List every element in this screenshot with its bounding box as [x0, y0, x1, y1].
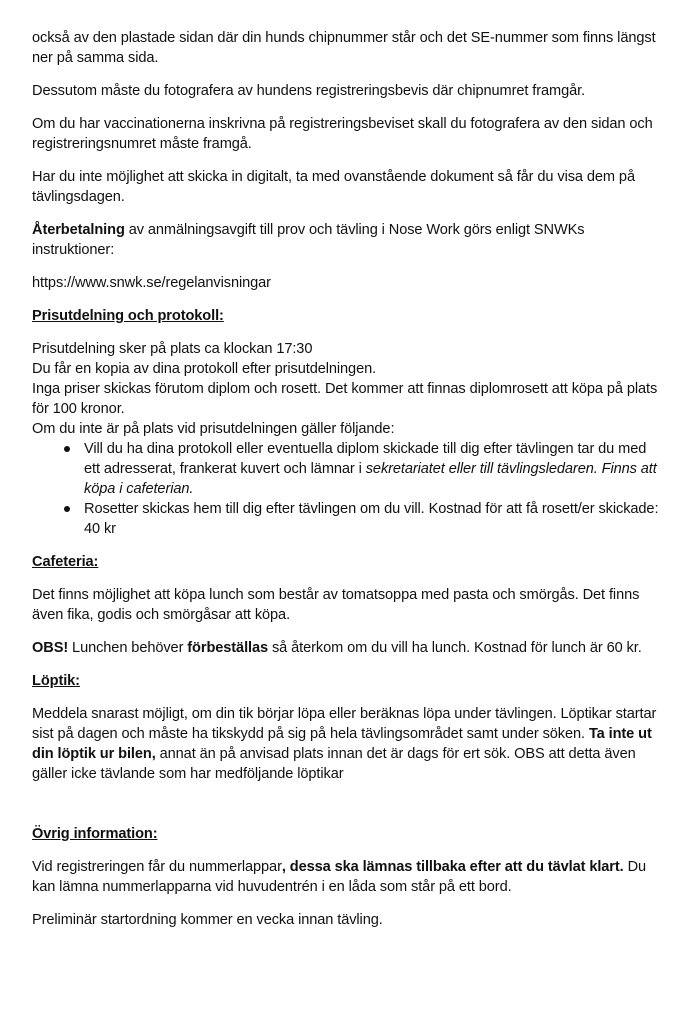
- other-text-2: Du kan lämna nummerlapparna vid huvudentrén i en låda som står på ett bord.: [32, 859, 647, 895]
- refund-bold-label: Återbetalning: [32, 222, 125, 238]
- refund-paragraph: [32, 220, 662, 260]
- intro-paragraph-3: Om du har vaccinationerna inskrivna på registreringsbeviset skall du fotografera av den sidan och registreringsnumret måste framgå.: [32, 116, 653, 152]
- intro-paragraph-2: Dessutom måste du fotografera av hundens registreringsbevis där chipnumret framgår.: [32, 83, 586, 99]
- prize-line-3: Inga priser skickas förutom diplom och rosett. Det kommer att finnas diplomrosett att köpa på plats för 100 kronor.: [32, 381, 658, 417]
- cafe-obs-bold-2: förbeställas: [187, 640, 269, 656]
- prize-line-4: Om du inte är på plats vid prisutdelningen gäller följande:: [32, 421, 395, 437]
- heat-paragraph: [32, 704, 662, 784]
- cafe-obs-text-1: Lunchen behöver: [68, 640, 188, 656]
- heat-heading: Löptik:: [32, 673, 80, 689]
- prize-bullet-1-text: Vill du ha dina protokoll eller eventuella diplom skickade till dig efter tävlingen tar du med ett adresserat, frankerat kuvert och lämnar i: [84, 441, 647, 477]
- heat-bold: Ta inte ut din löptik ur bilen,: [32, 726, 652, 762]
- prize-line-1: Prisutdelning sker på plats ca klockan 17:30: [32, 341, 313, 357]
- other-bold: , dessa ska lämnas tillbaka efter att du tävlat klart.: [281, 859, 624, 875]
- cafe-obs-paragraph: [32, 638, 662, 658]
- other-text-1: Vid registreringen får du nummerlappar: [32, 859, 282, 875]
- refund-text: av anmälningsavgift till prov och tävling i Nose Work görs enligt SNWKs instruktioner:: [32, 222, 585, 258]
- other-paragraph-1: [32, 857, 662, 897]
- prize-lines: [32, 339, 662, 439]
- prize-heading: Prisutdelning och protokoll:: [32, 308, 224, 324]
- prize-line-2: Du får en kopia av dina protokoll efter prisutdelningen.: [32, 361, 377, 377]
- intro-paragraph-1: också av den plastade sidan där din hunds chipnummer står och det SE-nummer som finns längst ner på samma sida.: [32, 30, 656, 66]
- cafe-heading: Cafeteria:: [32, 554, 99, 570]
- section-spacer: [32, 797, 662, 824]
- refund-url: [32, 273, 662, 293]
- heat-text-2: annat än på anvisad plats innan det är dags för ert sök. OBS att detta även gäller icke tävlande som har medföljande löptikar: [32, 746, 636, 782]
- prize-bullet-1-italic: sekretariatet eller till tävlingsledaren. Finns att köpa i cafeterian.: [84, 461, 657, 497]
- prize-bullet-list: [32, 439, 662, 539]
- heat-text-1: Meddela snarast möjligt, om din tik börjar löpa eller beräknas löpa under tävlingen. Löptikar startar sist på dagen och måste ha tikskydd på sig på hela tävlingsområdet samt under söken.: [32, 706, 657, 742]
- document-page: [32, 28, 662, 943]
- prize-bullet-1: [84, 439, 662, 499]
- refund-link[interactable]: https://www.snwk.se/regelanvisningar: [32, 275, 271, 291]
- other-paragraph-2: Preliminär startordning kommer en vecka innan tävling.: [32, 912, 383, 928]
- cafe-obs-text-2: så återkom om du vill ha lunch. Kostnad för lunch är 60 kr.: [268, 640, 642, 656]
- intro-paragraph-4: Har du inte möjlighet att skicka in digitalt, ta med ovanstående dokument så får du visa dem på tävlingsdagen.: [32, 169, 635, 205]
- cafe-obs-label: OBS!: [32, 640, 69, 656]
- other-heading: Övrig information:: [32, 826, 158, 842]
- prize-bullet-2: Rosetter skickas hem till dig efter tävlingen om du vill. Kostnad för att få rosett/er skickade: 40 kr: [84, 499, 662, 539]
- cafe-paragraph: Det finns möjlighet att köpa lunch som består av tomatsoppa med pasta och smörgås. Det finns även fika, godis och smörgåsar att köpa.: [32, 587, 640, 623]
